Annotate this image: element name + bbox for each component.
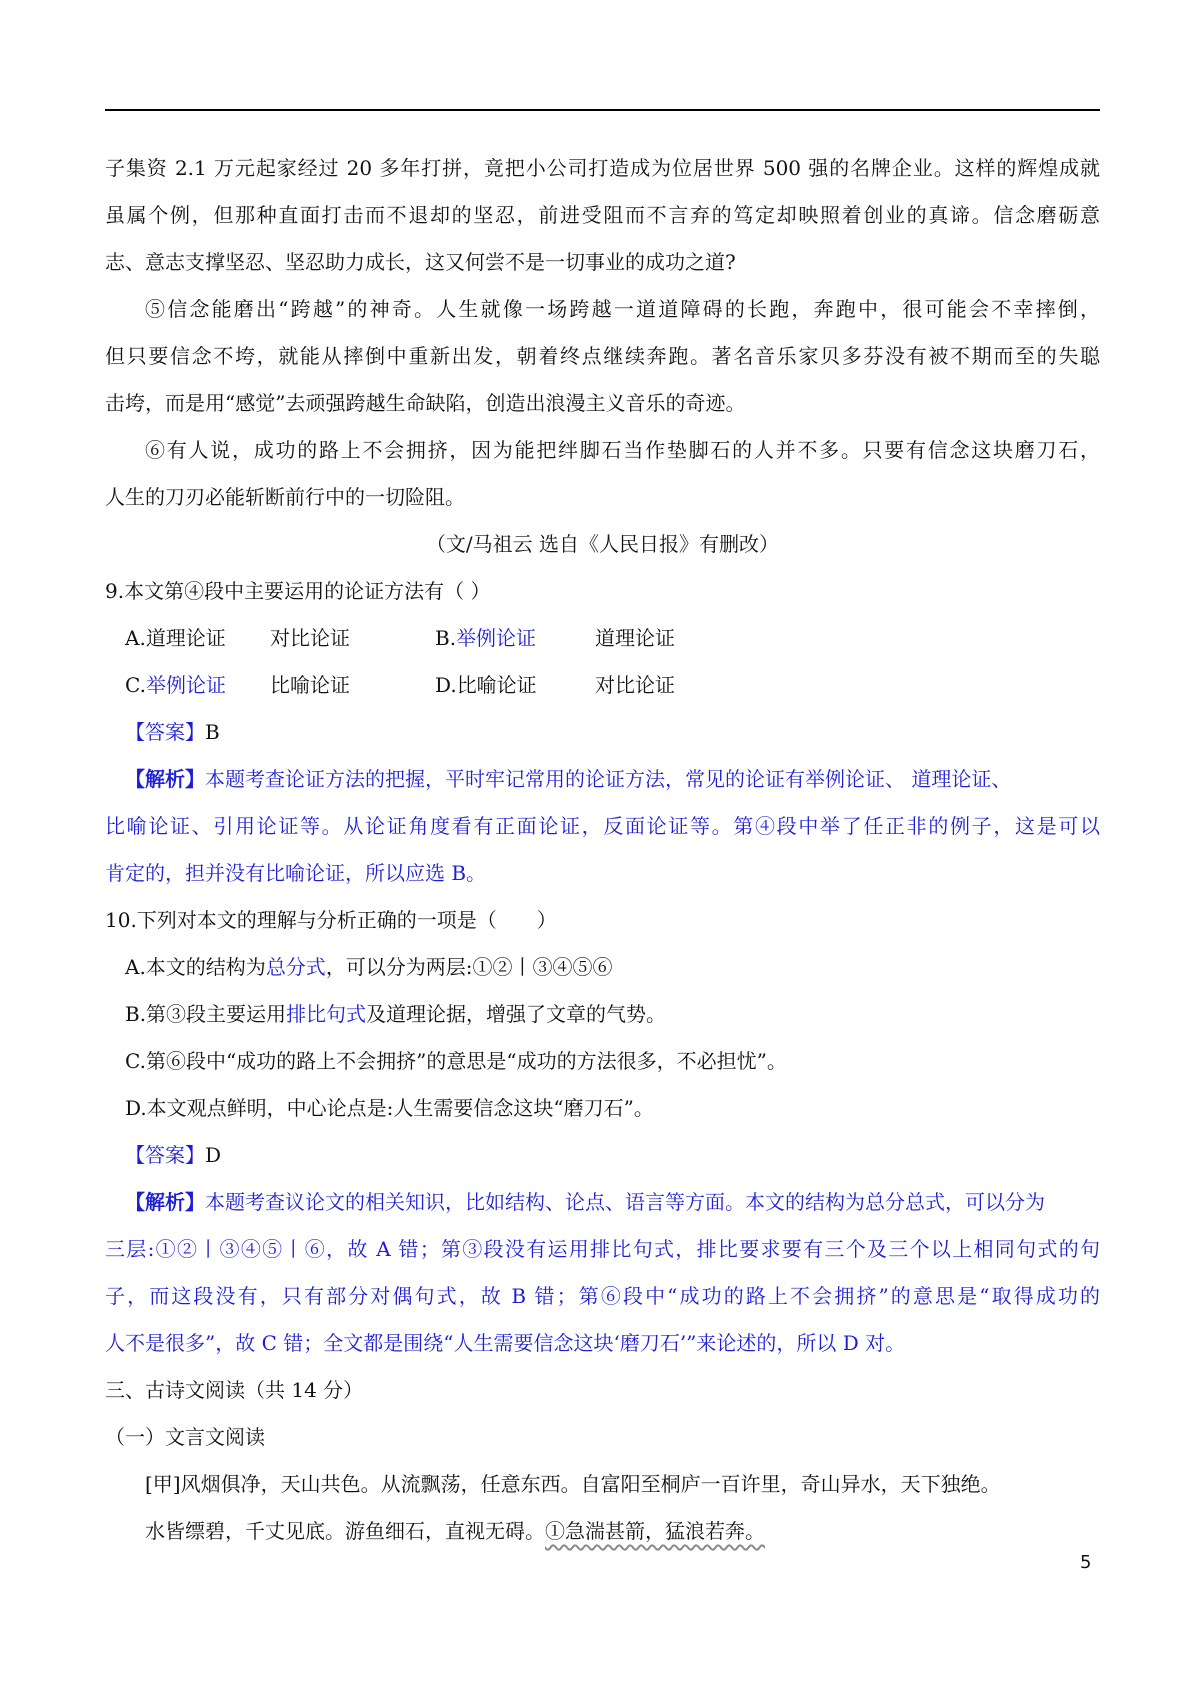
option-d: D.比喻论证 [435,673,537,697]
question-10-analysis-line: 人不是很多”，故 C 错；全文都是围绕“人生需要信念这块‘磨刀石’”来论述的，所以 D 对。 [105,1331,906,1355]
option-a-method-2: 对比论证 [270,626,350,650]
paragraph-line: 虽属个例，但那种直面打击而不退却的坚忍，前进受阻而不言弃的笃定却映照着创业的真谛。信念磨砺意 [105,203,1100,227]
question-10-option-c: C.第⑥段中“成功的路上不会拥挤”的意思是“成功的方法很多，不必担忧”。 [125,1049,787,1073]
question-9-analysis-line: 比喻论证、引用论证等。从论证角度看有正面论证，反面论证等。第④段中举了任正非的例子，这是可以 [105,814,1100,838]
question-9-stem: 9.本文第④段中主要运用的论证方法有（ ） [105,579,491,603]
header-rule [105,109,1100,111]
question-10-analysis-line: 子，而这段没有，只有部分对偶句式，故 B 错；第⑥段中“成功的路上不会拥挤”的意思是“取得成功的 [105,1284,1100,1308]
question-9-options-ab [105,615,1100,662]
question-10-answer: 【答案】D [125,1143,222,1167]
option-b: B.举例论证 [435,626,537,650]
paragraph-line: 志、意志支撑坚忍、坚忍助力成长，这又何尝不是一切事业的成功之道? [105,250,736,274]
question-10-option-d: D.本文观点鲜明，中心论点是:人生需要信念这块“磨刀石”。 [125,1096,654,1120]
classical-text-line: [甲]风烟俱净，天山共色。从流飘荡，任意东西。自富阳至桐庐一百许里，奇山异水，天下独绝。 [145,1472,1001,1496]
option-b-method-2: 道理论证 [595,626,675,650]
paragraph-6-line: 人生的刀刃必能斩断前行中的一切险阻。 [105,485,465,509]
subsection-heading: （一）文言文阅读 [105,1425,265,1449]
question-10-option-a: A.本文的结构为总分式，可以分为两层:①②丨③④⑤⑥ [125,955,613,979]
question-9-analysis-line: 【解析】本题考查论证方法的把握，平时牢记常用的论证方法，常见的论证有举例论证、 道理论证、 [125,767,1012,791]
page-number: 5 [1080,1552,1092,1573]
paragraph-line: 子集资 2.1 万元起家经过 20 多年打拼，竟把小公司打造成为位居世界 500 强的名牌企业。这样的辉煌成就 [105,156,1100,180]
question-10-option-b: B.第③段主要运用排比句式及道理论据，增强了文章的气势。 [125,1002,667,1026]
question-10-stem: 10.下列对本文的理解与分析正确的一项是（ ） [105,908,557,932]
wavy-underlined-phrase: ①急湍甚箭，猛浪若奔。 [545,1519,765,1543]
section-3-heading: 三、古诗文阅读（共 14 分） [105,1378,364,1402]
page-content [105,145,1100,1555]
option-c-method-2: 比喻论证 [270,673,350,697]
source-citation: （文/马祖云 选自《人民日报》有删改） [425,532,780,556]
question-10-analysis-line: 三层:①②丨③④⑤丨⑥，故 A 错；第③段没有运用排比句式，排比要求要有三个及三个以上相同句式的句 [105,1237,1100,1261]
paragraph-5-line: 击垮，而是用“感觉”去顽强跨越生命缺陷，创造出浪漫主义音乐的奇迹。 [105,391,746,415]
paragraph-5-line: ⑤信念能磨出“跨越”的神奇。人生就像一场跨越一道道障碍的长跑，奔跑中，很可能会不幸摔倒， [145,297,1100,321]
classical-text-line: 水皆缥碧，千丈见底。游鱼细石，直视无碍。①急湍甚箭，猛浪若奔。 [145,1519,765,1543]
option-d-method-2: 对比论证 [595,673,675,697]
question-9-analysis-line: 肯定的，担并没有比喻论证，所以应选 B。 [105,861,487,885]
option-a: A.道理论证 [125,626,226,650]
paragraph-6-line: ⑥有人说，成功的路上不会拥挤，因为能把绊脚石当作垫脚石的人并不多。只要有信念这块磨刀石， [145,438,1100,462]
paragraph-5-line: 但只要信念不垮，就能从摔倒中重新出发，朝着终点继续奔跑。著名音乐家贝多芬没有被不期而至的失聪 [105,344,1100,368]
question-10-analysis-line: 【解析】本题考查议论文的相关知识，比如结构、论点、语言等方面。本文的结构为总分总式，可以分为 [125,1190,1045,1214]
question-9-options-cd [105,662,1100,709]
question-9-answer: 【答案】B [125,720,220,744]
option-c: C.举例论证 [125,673,226,697]
